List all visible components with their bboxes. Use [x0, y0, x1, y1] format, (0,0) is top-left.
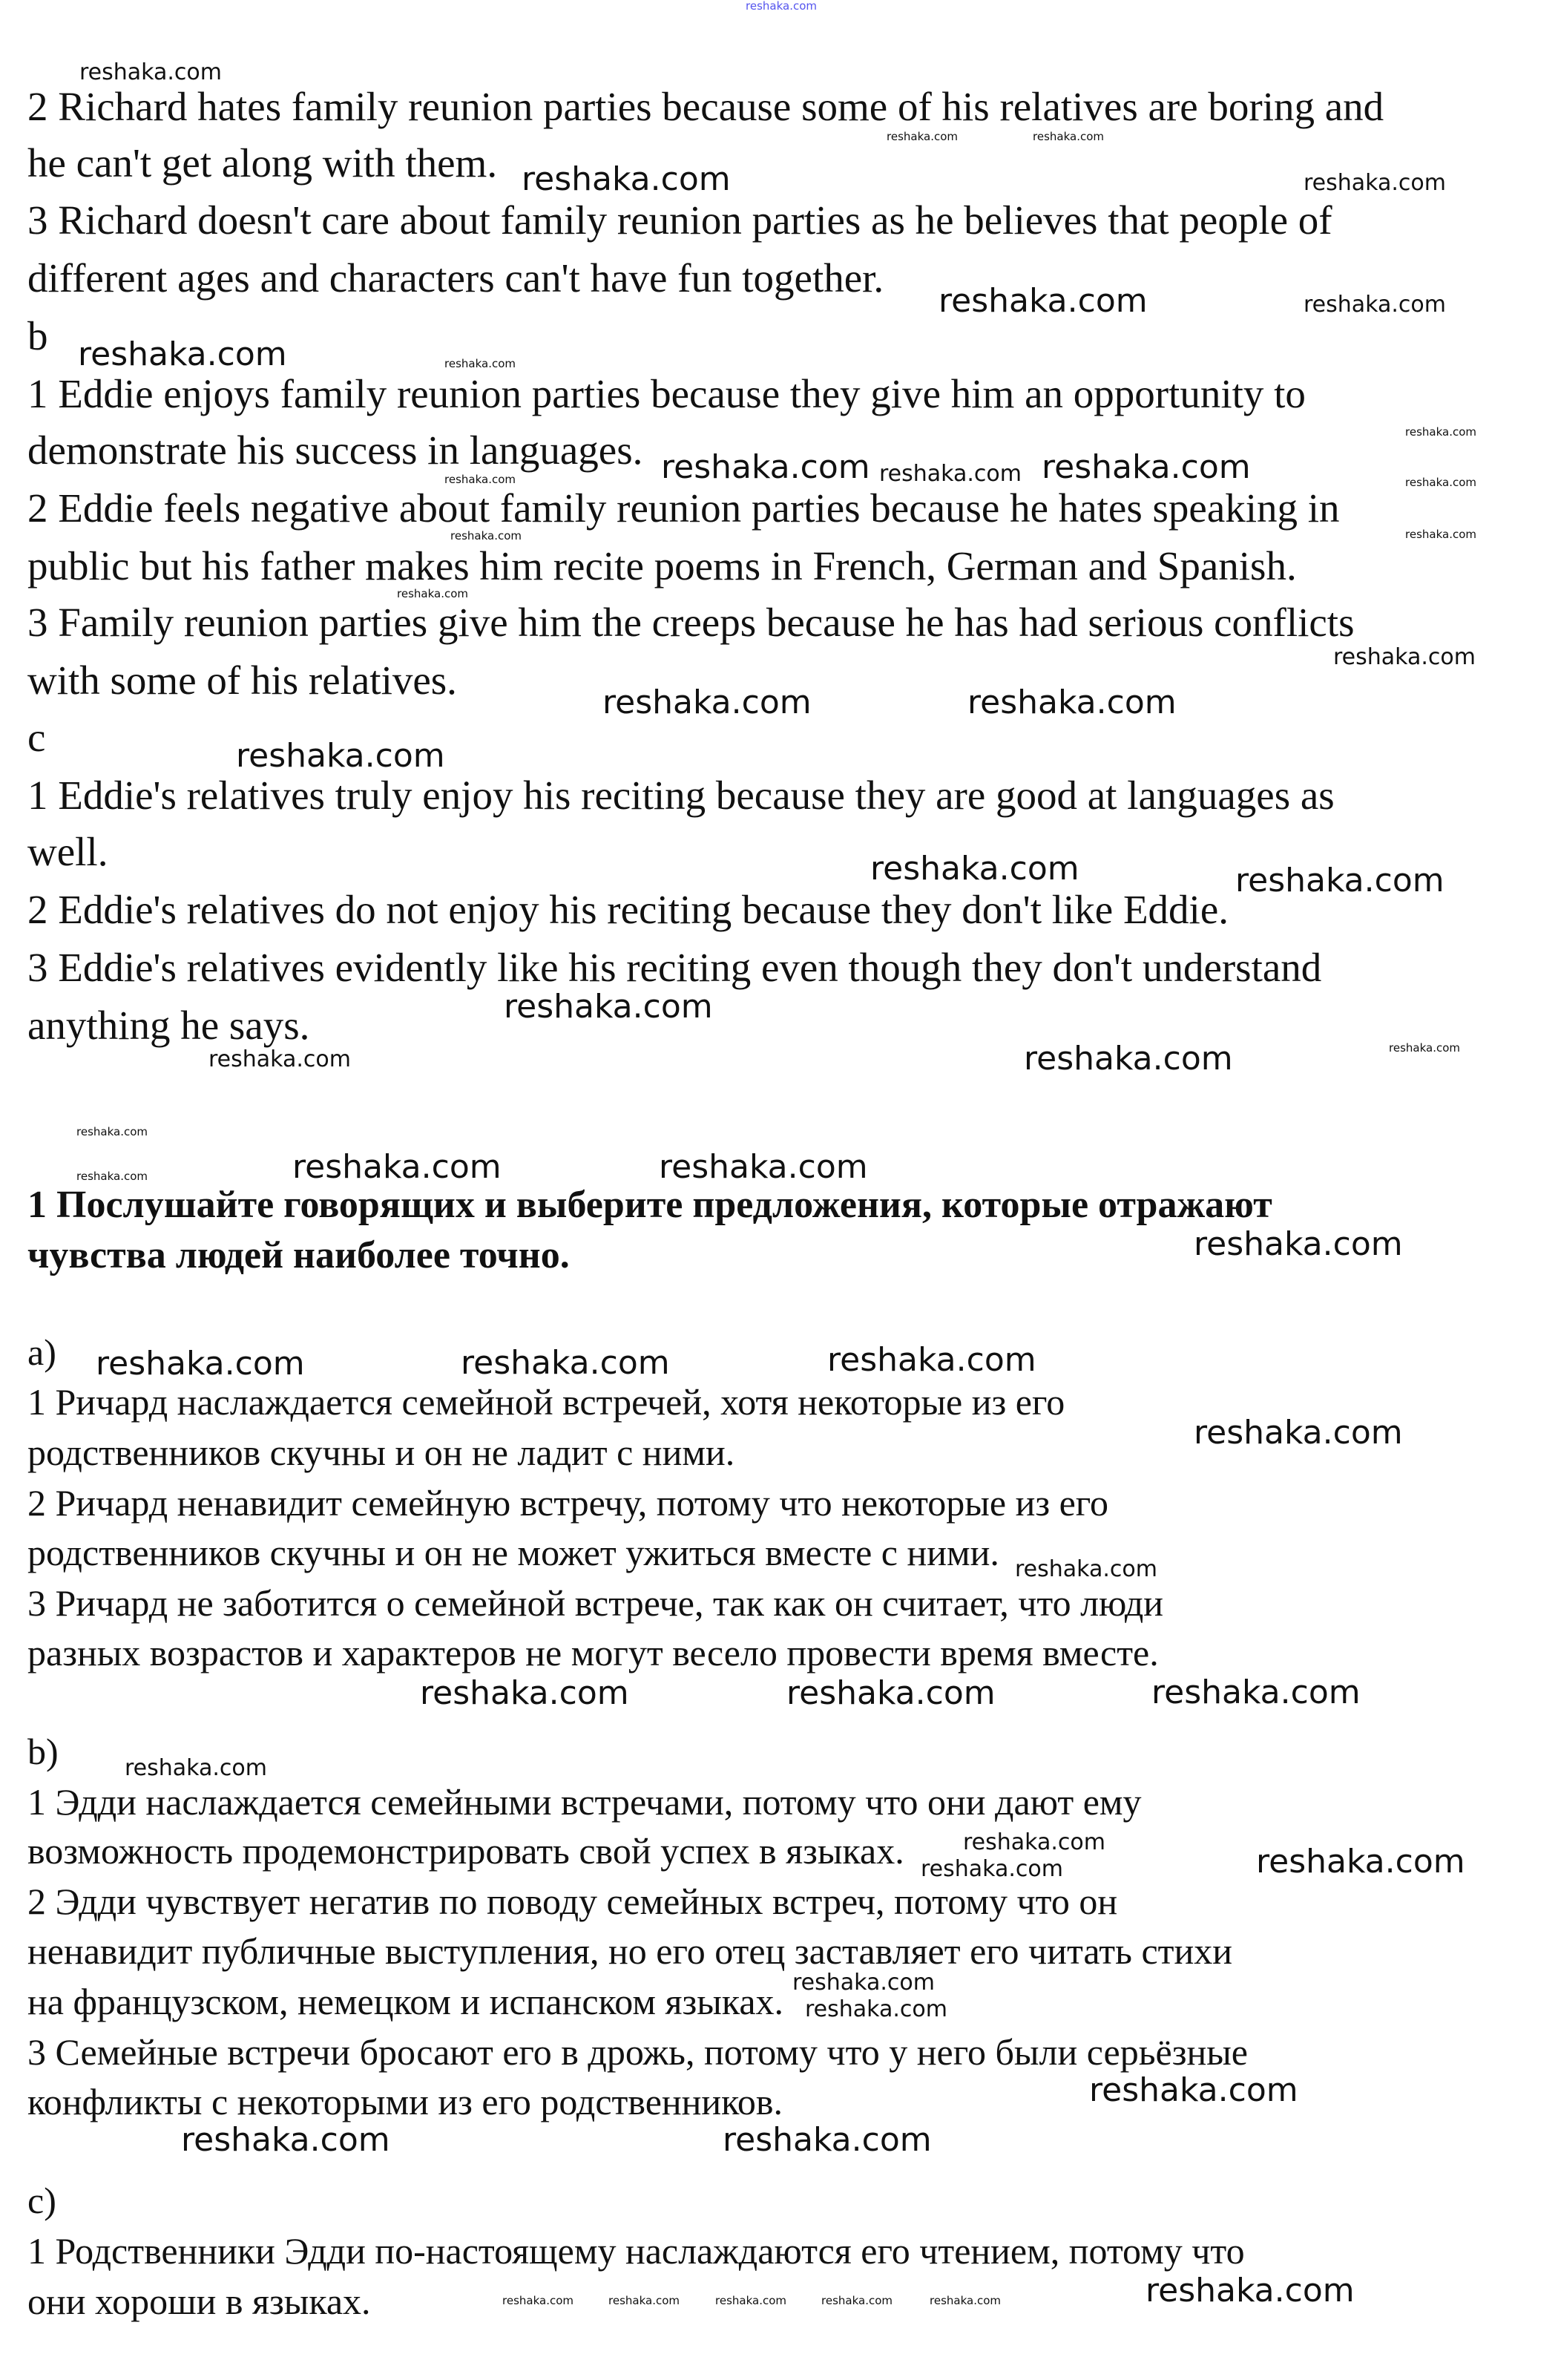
section-label: a) — [27, 1331, 56, 1373]
watermark: reshaka.com — [397, 587, 468, 600]
watermark: reshaka.com — [1033, 130, 1104, 143]
answer-line: 3 Eddie's relatives evidently like his reciting even though they don't understand — [27, 945, 1322, 990]
watermark: reshaka.com — [1304, 170, 1446, 196]
translation-line: ненавидит публичные выступления, но его отец заставляет его читать стихи — [27, 1930, 1233, 1972]
answer-line: he can't get along with them. — [27, 140, 498, 186]
watermark: reshaka.com — [461, 1343, 670, 1382]
answer-line: 2 Eddie feels negative about family reunion parties because he hates speaking in — [27, 485, 1340, 531]
answer-line: 3 Richard doesn't care about family reunion parties as he believes that people of — [27, 197, 1332, 243]
section-label: c) — [27, 2180, 56, 2221]
watermark: reshaka.com — [608, 2294, 680, 2307]
watermark: reshaka.com — [181, 2120, 390, 2159]
section-label: b) — [27, 1731, 59, 1772]
watermark: reshaka.com — [292, 1147, 502, 1186]
watermark: reshaka.com — [1256, 1842, 1465, 1881]
watermark: reshaka.com — [504, 987, 713, 1026]
watermark: reshaka.com — [659, 1147, 868, 1186]
translation-line: разных возрастов и характеров не могут весело провести время вместе. — [27, 1632, 1159, 1673]
translation-line: возможность продемонстрировать свой успех в языках. — [27, 1830, 904, 1872]
answer-line: 3 Family reunion parties give him the creeps because he has had serious conflicts — [27, 600, 1355, 645]
answer-line: anything he says. — [27, 1003, 310, 1048]
watermark: reshaka.com — [939, 281, 1148, 320]
watermark: reshaka.com — [1024, 1039, 1233, 1078]
watermark: reshaka.com — [96, 1344, 305, 1383]
watermark: reshaka.com — [930, 2294, 1001, 2307]
watermark: reshaka.com — [715, 2294, 786, 2307]
translation-line: 3 Ричард не заботится о семейной встрече, так как он считает, что люди — [27, 1582, 1164, 1624]
watermark: reshaka.com — [786, 1673, 996, 1712]
watermark: reshaka.com — [1194, 1225, 1403, 1263]
translation-line: на французском, немецком и испанском языках. — [27, 1981, 784, 2022]
watermark: reshaka.com — [1015, 1556, 1157, 1582]
watermark: reshaka.com — [1151, 1673, 1361, 1711]
watermark: reshaka.com — [746, 0, 817, 13]
watermark: reshaka.com — [76, 1125, 148, 1138]
watermark: reshaka.com — [602, 683, 812, 721]
translation-line: 3 Семейные встречи бросают его в дрожь, потому что у него были серьёзные — [27, 2031, 1248, 2073]
answer-line: with some of his relatives. — [27, 658, 457, 703]
watermark: reshaka.com — [870, 849, 1079, 888]
watermark: reshaka.com — [76, 1170, 148, 1183]
translation-line: родственников скучны и он не ладит с ними. — [27, 1432, 735, 1473]
watermark: reshaka.com — [1333, 644, 1476, 670]
watermark: reshaka.com — [967, 683, 1177, 721]
answer-line: public but his father makes him recite poems in French, German and Spanish. — [27, 543, 1297, 589]
watermark: reshaka.com — [887, 130, 958, 143]
translation-line: 1 Ричард наслаждается семейной встречей, хотя некоторые из его — [27, 1381, 1065, 1423]
watermark: reshaka.com — [1304, 292, 1446, 318]
translation-line: они хороши в языках. — [27, 2281, 371, 2322]
section-label: c — [27, 715, 46, 760]
watermark: reshaka.com — [1146, 2271, 1355, 2309]
watermark: reshaka.com — [236, 736, 445, 775]
watermark: reshaka.com — [879, 461, 1022, 487]
watermark: reshaka.com — [78, 335, 287, 373]
watermark: reshaka.com — [827, 1340, 1036, 1379]
watermark: reshaka.com — [502, 2294, 573, 2307]
watermark: reshaka.com — [420, 1673, 629, 1712]
watermark: reshaka.com — [1042, 448, 1251, 486]
watermark: reshaka.com — [1089, 2071, 1298, 2109]
answer-line: 2 Richard hates family reunion parties because some of his relatives are boring and — [27, 84, 1384, 129]
answer-line: 1 Eddie's relatives truly enjoy his reciting because they are good at languages as — [27, 773, 1335, 818]
translation-line: родственников скучны и он не может ужиться вместе с ними. — [27, 1532, 999, 1573]
watermark: reshaka.com — [522, 160, 731, 198]
task-heading: 1 Послушайте говорящих и выберите предложения, которые отражают — [27, 1184, 1272, 1226]
watermark: reshaka.com — [208, 1046, 351, 1072]
translation-line: 2 Ричард ненавидит семейную встречу, потому что некоторые из его — [27, 1482, 1109, 1524]
watermark: reshaka.com — [661, 448, 870, 486]
watermark: reshaka.com — [125, 1755, 267, 1781]
answer-line: 2 Eddie's relatives do not enjoy his reciting because they don't like Eddie. — [27, 887, 1229, 932]
watermark: reshaka.com — [963, 1829, 1105, 1855]
watermark: reshaka.com — [1194, 1413, 1403, 1452]
translation-line: конфликты с некоторыми из его родственников. — [27, 2081, 783, 2122]
task-heading: чувства людей наиболее точно. — [27, 1234, 570, 1276]
watermark: reshaka.com — [1235, 861, 1444, 899]
watermark: reshaka.com — [444, 357, 516, 370]
answer-line: demonstrate his success in languages. — [27, 427, 643, 473]
watermark: reshaka.com — [1405, 476, 1476, 489]
watermark: reshaka.com — [792, 1970, 935, 1996]
watermark: reshaka.com — [723, 2120, 932, 2159]
watermark: reshaka.com — [805, 1996, 947, 2022]
section-label: b — [27, 313, 48, 358]
watermark: reshaka.com — [444, 473, 516, 486]
watermark: reshaka.com — [450, 529, 522, 542]
translation-line: 1 Эдди наслаждается семейными встречами, потому что они дают ему — [27, 1781, 1142, 1823]
watermark: reshaka.com — [1405, 425, 1476, 439]
watermark: reshaka.com — [821, 2294, 893, 2307]
watermark: reshaka.com — [1389, 1041, 1460, 1055]
watermark: reshaka.com — [79, 59, 222, 85]
answer-line: well. — [27, 829, 108, 874]
translation-line: 2 Эдди чувствует негатив по поводу семейных встреч, потому что он — [27, 1881, 1118, 1922]
watermark: reshaka.com — [921, 1856, 1063, 1882]
answer-line: different ages and characters can't have fun together. — [27, 255, 884, 301]
translation-line: 1 Родственники Эдди по-настоящему наслаждаются его чтением, потому что — [27, 2230, 1245, 2272]
watermark: reshaka.com — [1405, 528, 1476, 541]
answer-line: 1 Eddie enjoys family reunion parties because they give him an opportunity to — [27, 371, 1306, 416]
